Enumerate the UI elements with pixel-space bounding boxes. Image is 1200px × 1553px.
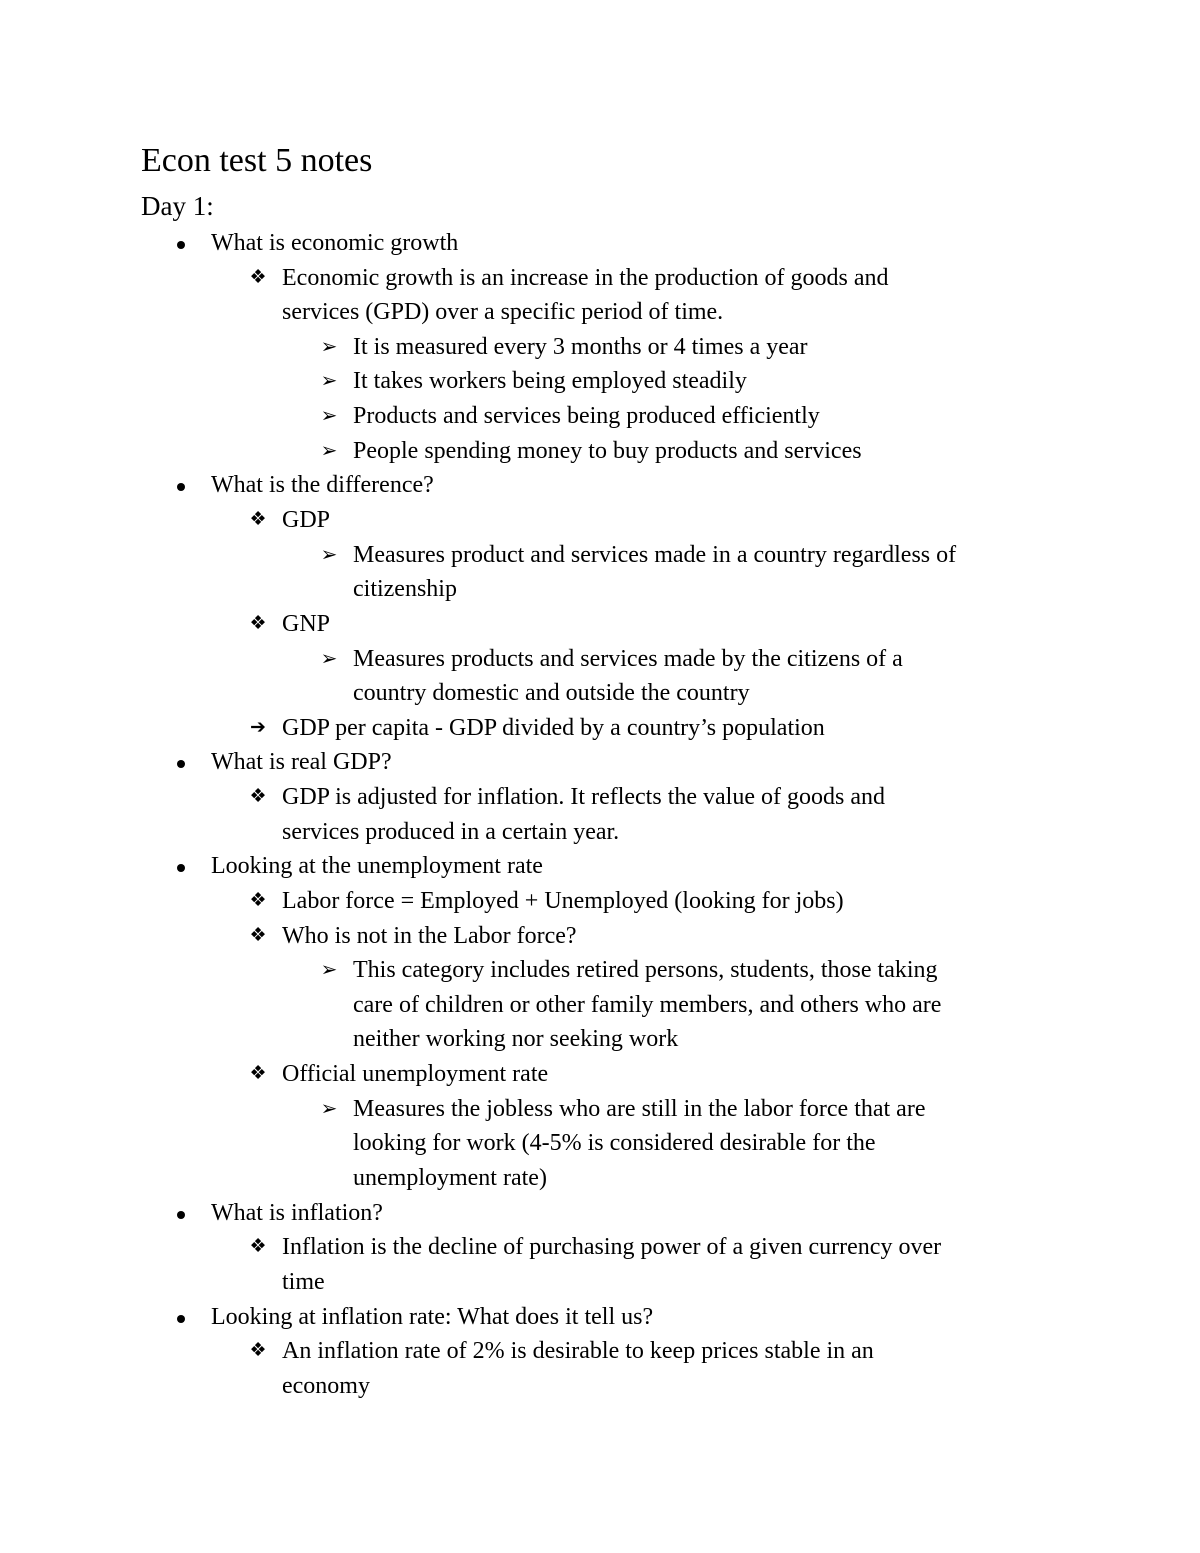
list-item: Products and services being produced efficiently [353,403,820,429]
list-item: GNP [282,611,331,637]
level1-bullet-icon [169,1196,193,1231]
level1-bullet-icon [169,1300,193,1335]
document-title: Econ test 5 notes [141,142,373,179]
diamond-bullet-icon: ❖ [249,613,267,634]
list-item: People spending money to buy products and services [353,438,862,464]
arrowhead-bullet-icon: ➢ [320,370,338,392]
list-item-continuation: services (GPD) over a specific period of time. [282,299,724,325]
list-item: Inflation is the decline of purchasing power of a given currency over [282,1234,942,1260]
arrowhead-bullet-icon: ➢ [320,959,338,981]
list-item: GDP per capita - GDP divided by a country’s population [282,715,825,741]
list-item: Labor force = Employed + Unemployed (looking for jobs) [282,888,844,914]
list-item: What is inflation? [211,1200,383,1226]
list-item: Economic growth is an increase in the production of goods and [282,265,889,291]
arrowhead-bullet-icon: ➢ [320,648,338,670]
list-item-continuation: looking for work (4-5% is considered desirable for the [353,1130,876,1156]
list-item: GDP is adjusted for inflation. It reflects the value of goods and [282,784,885,810]
list-item: Looking at inflation rate: What does it tell us? [211,1304,654,1330]
list-item: Official unemployment rate [282,1061,549,1087]
list-item-continuation: country domestic and outside the country [353,680,750,706]
list-item: What is the difference? [211,472,434,498]
diamond-bullet-icon: ❖ [249,1063,267,1084]
list-item-continuation: citizenship [353,576,457,602]
level1-bullet-icon [169,226,193,261]
list-item: It takes workers being employed steadily [353,368,747,394]
level1-bullet-icon [169,849,193,884]
diamond-bullet-icon: ❖ [249,267,267,288]
arrowhead-bullet-icon: ➢ [320,544,338,566]
arrowhead-bullet-icon: ➢ [320,440,338,462]
diamond-bullet-icon: ❖ [249,786,267,807]
list-item-continuation: care of children or other family members, and others who are [353,992,942,1018]
diamond-bullet-icon: ❖ [249,890,267,911]
arrowhead-bullet-icon: ➢ [320,336,338,358]
list-item: This category includes retired persons, students, those taking [353,957,938,983]
list-item-continuation: time [282,1269,325,1295]
arrowhead-bullet-icon: ➢ [320,1098,338,1120]
list-item: Looking at the unemployment rate [211,853,543,879]
list-item: Measures products and services made by the citizens of a [353,646,903,672]
arrowhead-bullet-icon: ➢ [320,405,338,427]
list-item-continuation: economy [282,1373,370,1399]
arrow-bullet-icon: ➔ [250,717,266,738]
diamond-bullet-icon: ❖ [249,925,267,946]
list-item: Measures the jobless who are still in the labor force that are [353,1096,926,1122]
list-item: An inflation rate of 2% is desirable to keep prices stable in an [282,1338,874,1364]
list-item-continuation: neither working nor seeking work [353,1026,679,1052]
day-heading: Day 1: [141,191,214,221]
list-item: It is measured every 3 months or 4 times a year [353,334,808,360]
list-item: Measures product and services made in a country regardless of [353,542,957,568]
list-item: What is real GDP? [211,749,392,775]
list-item-continuation: unemployment rate) [353,1165,547,1191]
list-item: What is economic growth [211,230,459,256]
level1-bullet-icon [169,468,193,503]
diamond-bullet-icon: ❖ [249,1340,267,1361]
level1-bullet-icon [169,745,193,780]
list-item: Who is not in the Labor force? [282,923,577,949]
list-item-continuation: services produced in a certain year. [282,819,620,845]
list-item: GDP [282,507,331,533]
diamond-bullet-icon: ❖ [249,509,267,530]
diamond-bullet-icon: ❖ [249,1236,267,1257]
